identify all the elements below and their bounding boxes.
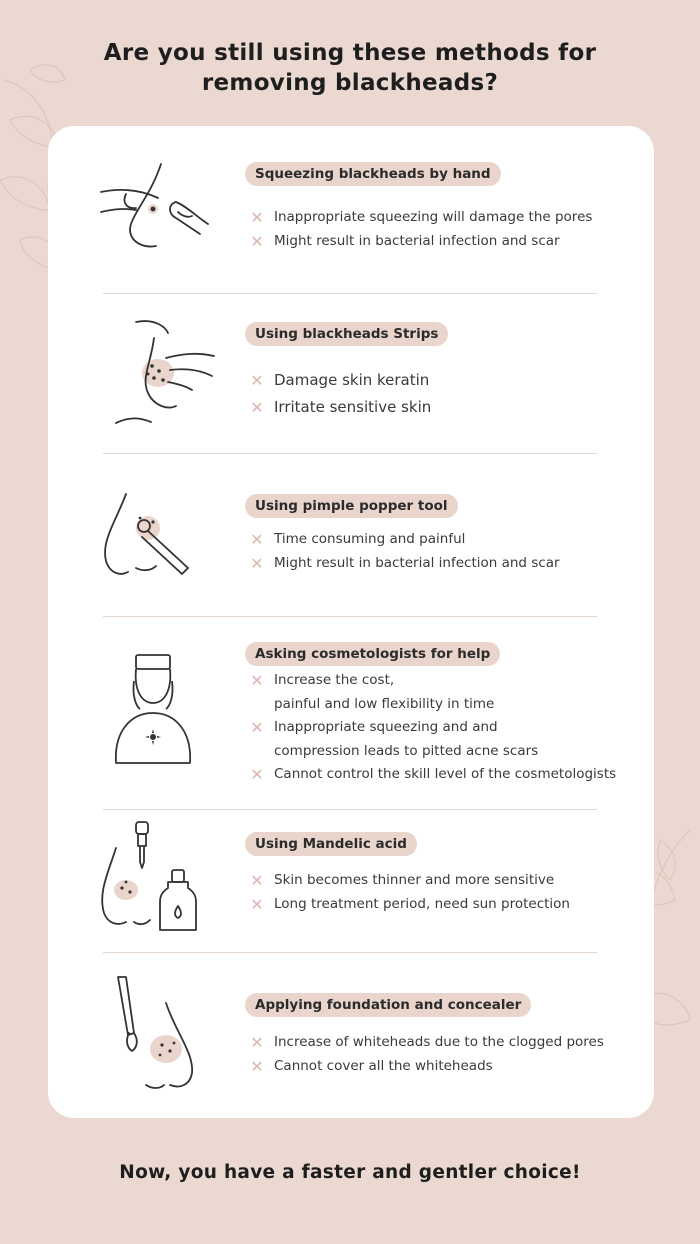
method-points — [248, 206, 592, 253]
cosmetologist-icon — [96, 651, 226, 771]
method-item — [48, 953, 654, 1118]
disadvantage-item: ✕ Cannot control the skill level of the cosmetologists — [248, 763, 616, 787]
disadvantage-item: ✕ Inappropriate squeezing will damage the pores — [248, 206, 592, 230]
method-heading: Asking cosmetologists for help — [245, 642, 500, 666]
disadvantage-item: ✕ Damage skin keratin — [248, 367, 431, 394]
x-mark-icon: ✕ — [250, 1033, 264, 1052]
method-heading: Squeezing blackheads by hand — [245, 162, 501, 186]
x-mark-icon: ✕ — [250, 1056, 264, 1076]
dropper-bottle-icon — [96, 818, 226, 938]
disadvantage-item: ✕ Increase of whiteheads due to the clogged pores — [248, 1031, 604, 1055]
method-heading: Using Mandelic acid — [245, 832, 417, 856]
method-item — [48, 294, 654, 454]
makeup-brush-icon — [96, 973, 226, 1098]
x-mark-icon: ✕ — [250, 894, 264, 914]
nose-strip-icon — [96, 318, 226, 428]
method-heading: Applying foundation and concealer — [245, 993, 531, 1017]
disadvantage-item: ✕ Cannot cover all the whiteheads — [248, 1055, 604, 1079]
disadvantage-item: ✕ Increase the cost, painful and low flexibility in time — [248, 669, 616, 716]
x-mark-icon: ✕ — [250, 398, 264, 417]
x-mark-icon: ✕ — [250, 765, 264, 784]
page-title: Are you still using these methods for removing blackheads? — [103, 40, 597, 96]
method-item — [48, 454, 654, 616]
method-heading: Using pimple popper tool — [245, 494, 458, 518]
footer-tagline: Now, you have a faster and gentler choice! — [119, 1162, 581, 1183]
method-heading: Using blackheads Strips — [245, 322, 448, 346]
disadvantage-item: ✕ Irritate sensitive skin — [248, 394, 431, 421]
method-points — [248, 367, 431, 421]
methods-card — [48, 126, 654, 1118]
pimple-popper-tool-icon — [96, 486, 226, 596]
disadvantage-item: ✕ Might result in bacterial infection and scar — [248, 230, 592, 254]
disadvantage-item: ✕ Skin becomes thinner and more sensitive — [248, 869, 570, 893]
x-mark-icon: ✕ — [250, 231, 264, 251]
x-mark-icon: ✕ — [250, 530, 264, 549]
disadvantage-item: ✕ Time consuming and painful — [248, 528, 560, 552]
x-mark-icon: ✕ — [250, 371, 264, 390]
x-mark-icon: ✕ — [250, 871, 264, 890]
method-points — [248, 669, 616, 787]
x-mark-icon: ✕ — [250, 718, 264, 737]
x-mark-icon: ✕ — [250, 553, 264, 573]
method-item — [48, 126, 654, 294]
disadvantage-item: ✕ Might result in bacterial infection and scar — [248, 552, 560, 576]
method-points — [248, 1031, 604, 1078]
method-points — [248, 869, 570, 916]
hand-squeezing-nose-icon — [96, 154, 226, 264]
method-points — [248, 528, 560, 575]
disadvantage-item: ✕ Inappropriate squeezing and and compression leads to pitted acne scars — [248, 716, 616, 763]
disadvantage-item: ✕ Long treatment period, need sun protection — [248, 893, 570, 917]
method-item — [48, 810, 654, 952]
x-mark-icon: ✕ — [250, 671, 264, 690]
x-mark-icon: ✕ — [250, 208, 264, 227]
